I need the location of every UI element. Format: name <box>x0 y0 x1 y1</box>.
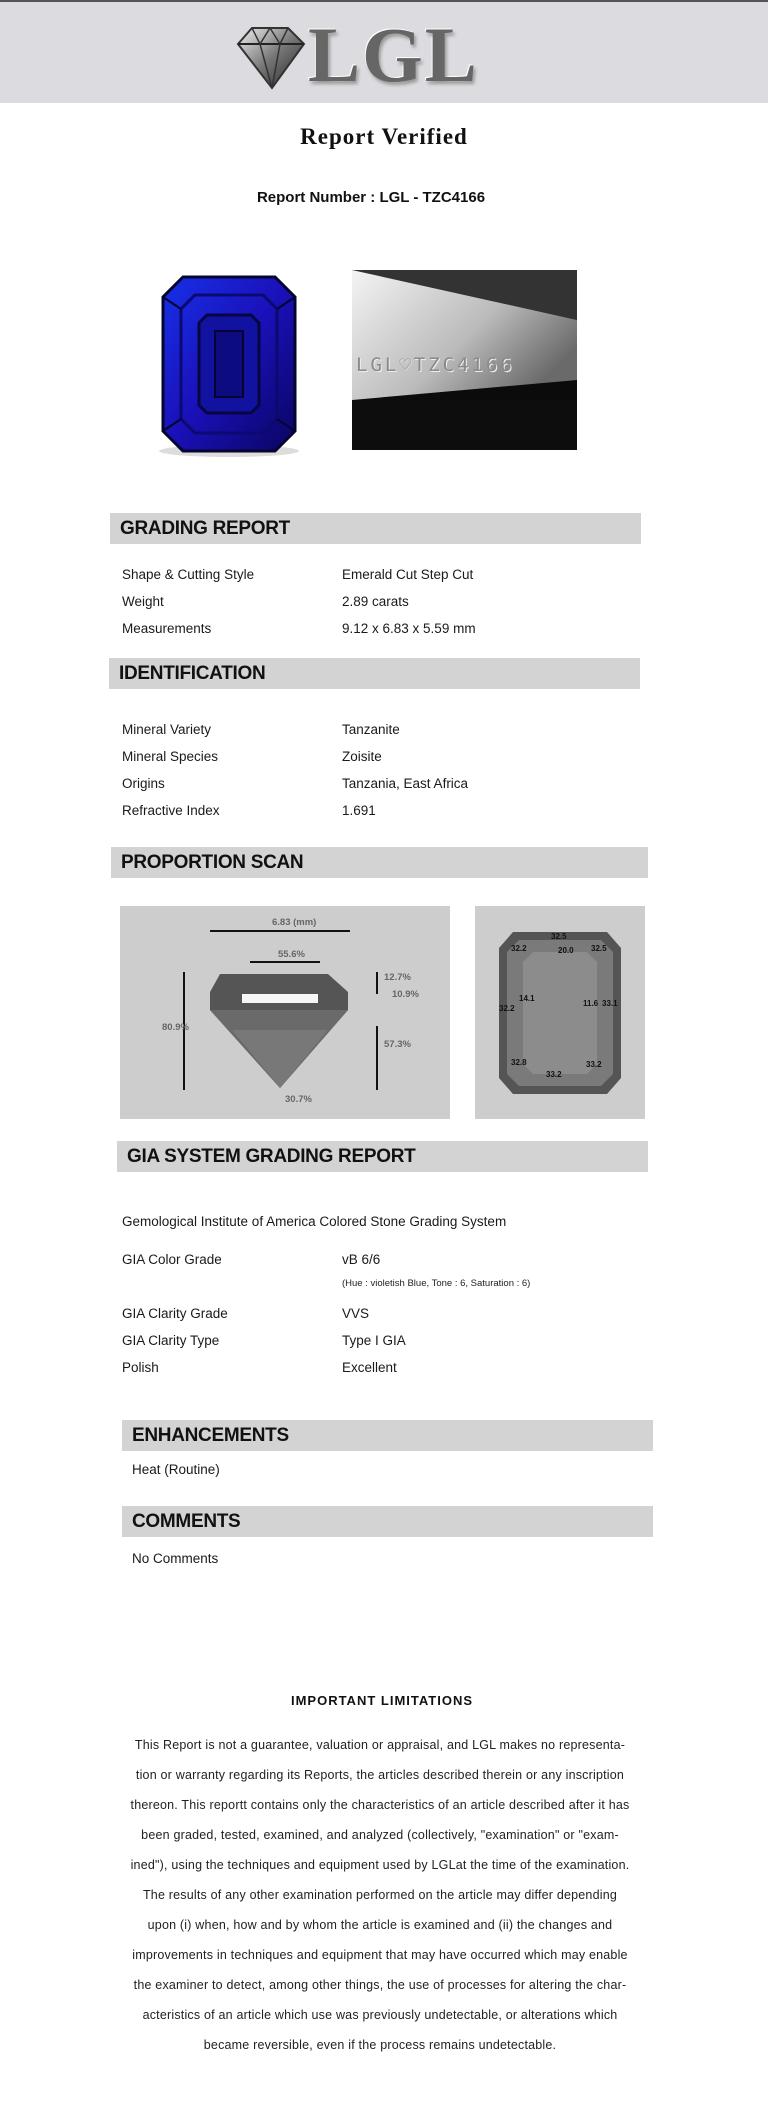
facet-value: 32.5 <box>551 932 567 941</box>
mineral-variety-label: Mineral Variety <box>122 722 212 737</box>
gia-clarity-grade-value: VVS <box>342 1306 370 1321</box>
mineral-species-value: Zoisite <box>342 749 382 764</box>
facet-value: 11.6 <box>583 999 599 1008</box>
laser-inscription-photo <box>352 270 577 450</box>
profile-girdle-label: 10.9% <box>392 989 419 1000</box>
limitations-line: became reversible, even if the process remains undetectable. <box>203 2038 557 2052</box>
mineral-species-label: Mineral Species <box>122 749 219 764</box>
refractive-index-value: 1.691 <box>342 803 376 818</box>
limitations-line: ined"), using the techniques and equipment used by LGLat the time of the examination. <box>130 1858 630 1872</box>
report-number: Report Number : LGL - TZC4166 <box>256 189 486 206</box>
limitations-line: The results of any other examination performed on the article may differ depending <box>142 1888 618 1902</box>
logo-text: LGL <box>308 11 479 98</box>
limitations-line: been graded, tested, examined, and analyzed (collectively, "examination" or "exam- <box>141 1828 619 1842</box>
facet-value: 32.2 <box>499 1004 515 1013</box>
gia-clarity-type-label: GIA Clarity Type <box>122 1333 220 1348</box>
limitations-line: upon (i) when, how and by whom the article is examined and (ii) the changes and <box>147 1918 613 1932</box>
gia-color-grade-value: vB 6/6 <box>342 1252 381 1267</box>
weight-label: Weight <box>122 594 164 609</box>
limitations-line: improvements in techniques and equipment that may have occurred which may enable <box>132 1948 628 1962</box>
polish-label: Polish <box>122 1360 159 1375</box>
polish-value: Excellent <box>342 1360 397 1375</box>
gia-color-note: (Hue : violetish Blue, Tone : 6, Saturation : 6) <box>342 1278 531 1289</box>
limitations-line: tion or warranty regarding its Reports, the articles described therein or any inscription <box>135 1768 625 1782</box>
inscription-text: LGL♡TZC4166 <box>356 354 515 376</box>
tanzanite-emerald-cut-image <box>133 271 325 461</box>
profile-width-label: 6.83 (mm) <box>272 917 317 928</box>
identification-heading: IDENTIFICATION <box>109 658 640 689</box>
limitations-heading: IMPORTANT LIMITATIONS <box>290 1693 474 1708</box>
shape-label: Shape & Cutting Style <box>122 567 255 582</box>
measurements-label: Measurements <box>122 621 212 636</box>
facet-value: 33.2 <box>546 1070 562 1079</box>
diamond-logo-icon <box>230 22 310 92</box>
gia-heading: GIA SYSTEM GRADING REPORT <box>117 1141 648 1172</box>
gem-photo <box>133 271 325 461</box>
origins-label: Origins <box>122 776 165 791</box>
facet-value: 20.0 <box>558 946 574 955</box>
profile-drawing <box>120 906 450 1119</box>
profile-culet-label: 30.7% <box>285 1094 312 1105</box>
comments-heading: COMMENTS <box>122 1506 653 1537</box>
weight-value: 2.89 carats <box>342 594 409 609</box>
limitations-line: thereon. This reportt contains only the characteristics of an article described after it has <box>130 1798 630 1812</box>
mineral-variety-value: Tanzanite <box>342 722 400 737</box>
grading-report-heading: GRADING REPORT <box>110 513 641 544</box>
limitations-line: the examiner to detect, among other things, the use of processes for altering the char- <box>133 1978 627 1992</box>
measurements-value: 9.12 x 6.83 x 5.59 mm <box>342 621 476 636</box>
gia-clarity-type-value: Type I GIA <box>342 1333 406 1348</box>
proportion-scan-heading: PROPORTION SCAN <box>111 847 648 878</box>
profile-table-label: 55.6% <box>278 949 305 960</box>
facet-value: 14.1 <box>519 994 535 1003</box>
enhancements-text: Heat (Routine) <box>132 1462 220 1477</box>
gia-clarity-grade-label: GIA Clarity Grade <box>122 1306 228 1321</box>
profile-total-depth-label: 80.9% <box>162 1022 189 1033</box>
header <box>0 2 768 103</box>
lgl-logo[interactable] <box>230 11 490 98</box>
shape-value: Emerald Cut Step Cut <box>342 567 474 582</box>
refractive-index-label: Refractive Index <box>122 803 220 818</box>
facet-value: 33.1 <box>602 999 618 1008</box>
profile-diagram <box>120 906 450 1119</box>
comments-text: No Comments <box>132 1551 219 1566</box>
enhancements-heading: ENHANCEMENTS <box>122 1420 653 1451</box>
limitations-line: This Report is not a guarantee, valuation or appraisal, and LGL makes no representa- <box>134 1738 626 1752</box>
facet-value: 32.8 <box>511 1058 527 1067</box>
gia-color-grade-label: GIA Color Grade <box>122 1252 222 1267</box>
page-title: Report Verified <box>300 124 468 149</box>
limitations-line: acteristics of an article which use was previously undetectable, or alterations which <box>142 2008 618 2022</box>
profile-crown-label: 12.7% <box>384 972 411 983</box>
top-view-diagram <box>475 906 645 1119</box>
profile-pavilion-label: 57.3% <box>384 1039 411 1050</box>
facet-value: 32.5 <box>591 944 607 953</box>
facet-value: 33.2 <box>586 1060 602 1069</box>
facet-value: 32.2 <box>511 944 527 953</box>
gia-system-name: Gemological Institute of America Colored Stone Grading System <box>122 1214 507 1229</box>
origins-value: Tanzania, East Africa <box>342 776 469 791</box>
